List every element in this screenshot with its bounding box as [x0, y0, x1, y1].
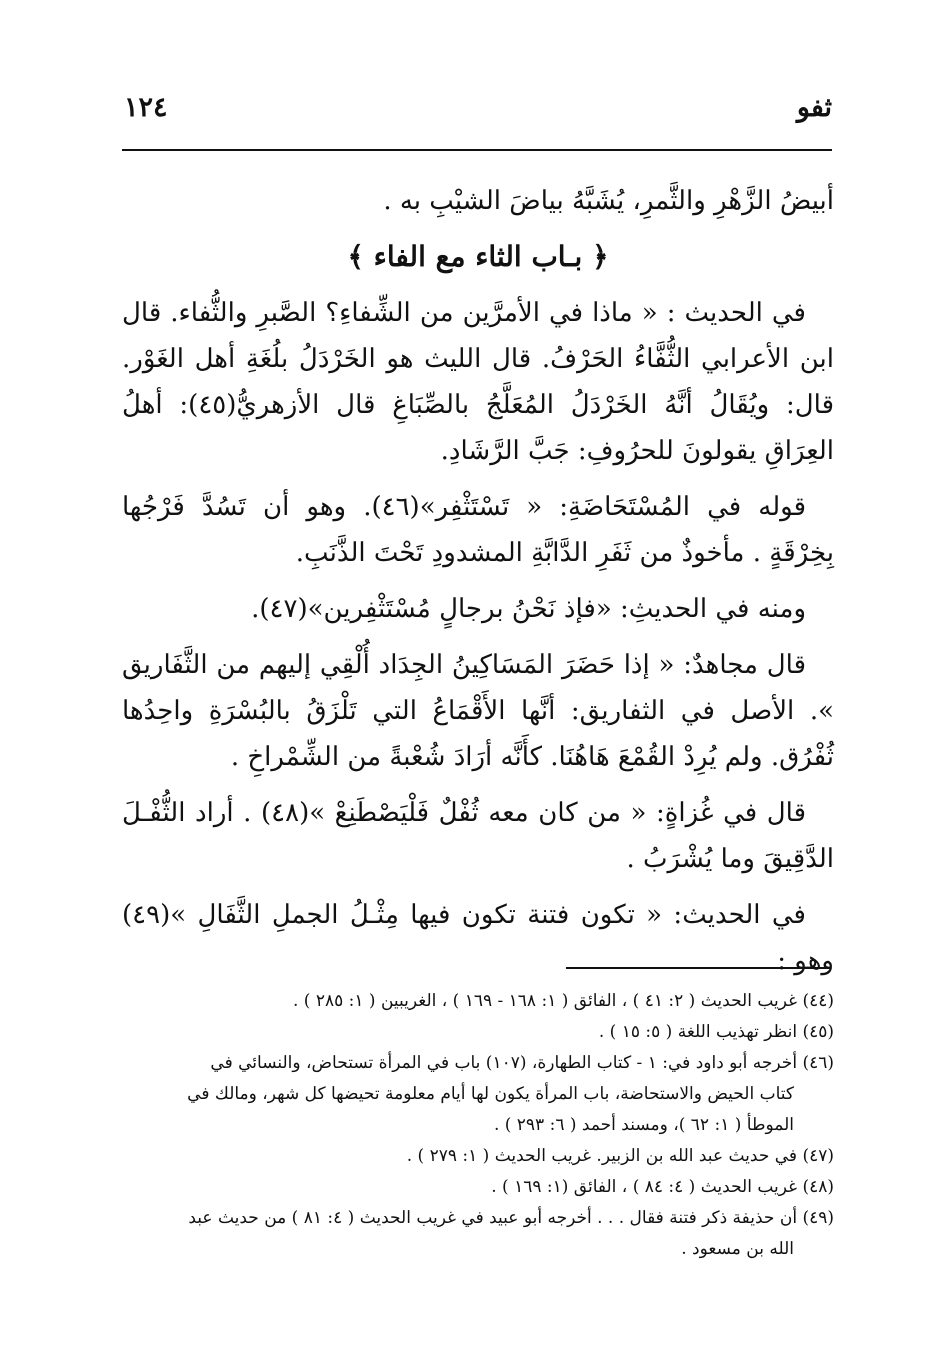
footnote-46: (٤٦) أخرجه أبو داود في: ١ - كتاب الطهارة، (١٠٧) باب في المرأة تستحاض، والنسائي في [210, 1053, 834, 1073]
paragraph-2: قوله في المُسْتَحَاضَةِ: « تَسْتَثْفِر»(٤٦). وهو أن تَسُدَّ فَرْجُها بِخِرْقَةٍ . مأخوذٌ من ثَفَرِ الدَّابَّةِ المشدودِ تَحْتَ الذَّنَبِ. [122, 492, 834, 568]
footnote-45: (٤٥) انظر تهذيب اللغة ( ٥: ١٥ ) . [598, 1022, 834, 1042]
paragraph-5: قال في غُزاةٍ: « من كان معه ثُفْلٌ فَلْيَصْطَنِعْ »(٤٨) . أراد الثُّفْـلَ الدَّقِيقَ وما يُشْرَبُ . [122, 798, 834, 874]
footnote-49-line-2: الله بن مسعود . [681, 1239, 794, 1259]
chapter-title: ﴿ بـاب الثاء مع الفاء ﴾ [347, 240, 609, 273]
intro-line: أبيضُ الزَّهْرِ والثَّمرِ، يُشَبَّهُ بياضَ الشيْبِ به . [383, 186, 834, 216]
page-header [122, 88, 832, 148]
footnotes [122, 986, 834, 1265]
page-number: ١٢٤ [124, 92, 168, 123]
main-text [122, 178, 834, 990]
footnote-46-line-3: الموطأ ( ١: ٦٢ )، ومسند أحمد ( ٦: ٢٩٣ ) . [493, 1115, 794, 1135]
footnote-47: (٤٧) في حديث عبد الله بن الزبير. غريب الحديث ( ١: ٢٧٩ ) . [406, 1146, 834, 1166]
paragraph-6: في الحديث: « تكون فتنة تكون فيها مِثْـلُ الجملِ الثَّفَالِ »(٤٩) وهو : [122, 900, 834, 976]
header-divider [122, 149, 832, 151]
paragraph-1: في الحديث : « ماذا في الأمرَّين من الشِّفاءِ؟ الصَّبرِ والثُّفاء. قال ابن الأعرابي الثُّفَّاءُ الحَرْفُ. قال الليث هو الخَرْدَلُ بلُغَةِ أهل الغَوْر. قال: ويُقَالُ أنَّهُ الخَرْدَلُ المُعَلَّجُ بالصِّبَاغِ قال الأزهريُّ(٤٥): أهلُ العِرَاقِ يقولونَ للحرُوفِ: جَبَّ الرَّشَادِ. [122, 298, 835, 466]
footnote-49: (٤٩) أن حذيفة ذكر فتنة فقال . . . أخرجه أبو عبيد في غريب الحديث ( ٤: ٨١ ) من حديث عبد [188, 1208, 834, 1228]
footnote-48: (٤٨) غريب الحديث ( ٤: ٨٤ ) ، الفائق (١: ١٦٩ ) . [491, 1177, 834, 1197]
paragraph-3: ومنه في الحديثِ: «فإذ نَحْنُ برجالٍ مُسْتَثْفِرين»(٤٧). [251, 594, 806, 624]
footnote-divider [566, 967, 830, 969]
paragraph-4: قال مجاهدٌ: « إذا حَضَرَ المَسَاكِينُ الجِدَاد أُلْقِي إليهم من الثَّفَاريق ». الأصل في الثفاريق: أنَّها الأَقْمَاعُ التي تَلْزَقُ بالبُسْرَةِ واحِدُها ثُفْرُق. ولم يُرِدْ القُمْعَ هَاهُنَا. كأَنَّه أرَادَ شُعْبةً من الشِّمْراخِ . [122, 650, 834, 772]
running-head-word: ثفو [796, 92, 832, 123]
footnote-44: (٤٤) غريب الحديث ( ٢: ٤١ ) ، الفائق ( ١: ١٦٨ - ١٦٩ ) ، الغريبين ( ١: ٢٨٥ ) . [292, 991, 834, 1011]
footnote-46-line-2: كتاب الحيض والاستحاضة، باب المرأة يكون لها أيام معلومة تحيضها كل شهر، ومالك في [187, 1084, 794, 1104]
